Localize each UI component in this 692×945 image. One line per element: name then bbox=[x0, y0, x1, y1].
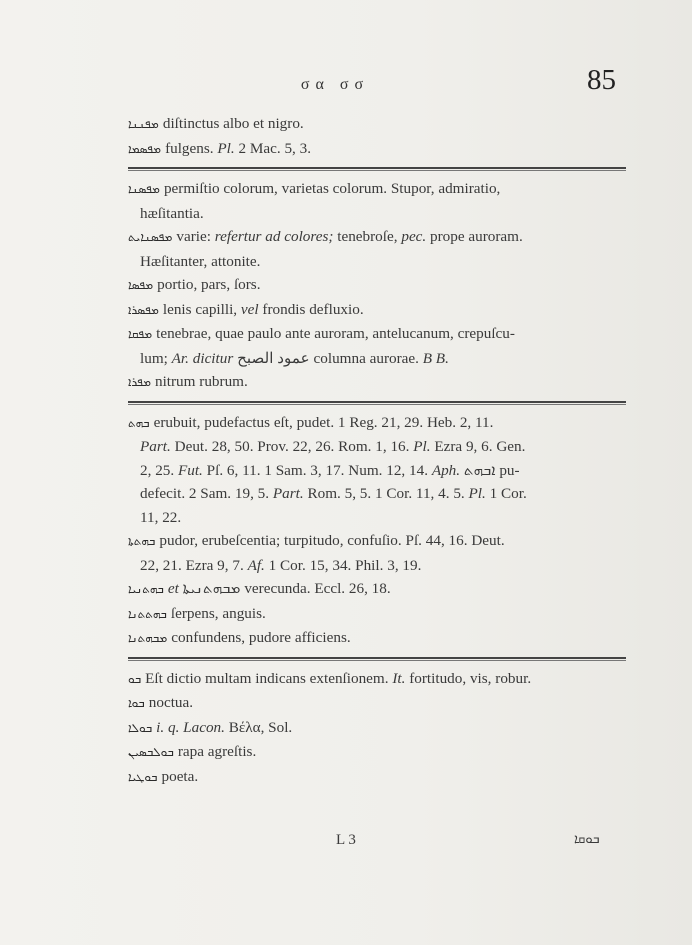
gloss-text: Deut. 28, 50. Prov. 22, 26. Rom. 1, 16. bbox=[170, 438, 414, 455]
syriac-headword: ܒܗܬ bbox=[128, 415, 150, 430]
dictionary-entry bbox=[128, 626, 626, 651]
gloss-text: 22, 21. Ezra 9, 7. bbox=[140, 556, 248, 574]
syriac-headword: ܡܦܢܢܐ bbox=[128, 117, 159, 131]
syriac-headword: ܒܗܬܬܐ bbox=[128, 534, 156, 548]
dictionary-entry bbox=[128, 112, 626, 137]
gloss-text: Ezra 9, 6. Gen. bbox=[430, 438, 526, 455]
gloss-text: lum; bbox=[140, 349, 172, 367]
gloss-text: fulgens. bbox=[165, 139, 218, 157]
gloss-text: 1 Cor. bbox=[485, 485, 527, 502]
dictionary-entry bbox=[128, 577, 626, 602]
page-number: 85 bbox=[587, 64, 616, 96]
gloss-text: 11, 22. bbox=[140, 508, 182, 526]
italic-text: Lacon. bbox=[183, 718, 225, 736]
syriac-headword: ܡܦܣܡܐ bbox=[128, 141, 162, 156]
gloss-text: diſtinctus albo et nigro. bbox=[162, 115, 304, 132]
dictionary-entry bbox=[128, 298, 626, 323]
entry-continuation bbox=[128, 202, 626, 226]
section-rule bbox=[128, 657, 626, 661]
gloss-text: prope auroram. bbox=[426, 228, 523, 245]
gloss-text: permiſtio colorum, varietas colorum. Stupor, admiratio, bbox=[163, 180, 501, 197]
dictionary-entry bbox=[128, 411, 626, 436]
gloss-text: ܡܒܗܬܢܝܬܐ verecunda. Eccl. 26, 18. bbox=[178, 580, 391, 597]
dictionary-entry bbox=[128, 370, 626, 395]
gloss-text: frondis defluxio. bbox=[258, 300, 364, 318]
syriac-headword: ܒܗܬܬܢܐ bbox=[128, 606, 167, 621]
italic-text: Fut. bbox=[177, 461, 203, 479]
syriac-headword: ܒܘܠܒܣܝܢ bbox=[128, 745, 174, 759]
gloss-text: pudor, erubeſcentia; turpitudo, confuſio. Pſ. 44, 16. Deut. bbox=[159, 532, 505, 549]
italic-text: Pl. bbox=[217, 139, 235, 157]
dictionary-entry bbox=[128, 716, 626, 741]
italic-text: pec. bbox=[401, 228, 427, 245]
italic-text: i. q. bbox=[156, 718, 180, 736]
gloss-text: 2 Mac. 5, 3. bbox=[234, 139, 312, 157]
gloss-text: عمود الصبح columna aurorae. bbox=[233, 349, 423, 367]
section-rule bbox=[128, 401, 626, 405]
italic-text: B B. bbox=[422, 349, 449, 367]
gloss-text: Rom. 5, 5. 1 Cor. 11, 4. 5. bbox=[303, 485, 469, 502]
dictionary-entry bbox=[128, 529, 626, 554]
catchword: ܒܘܩܐ bbox=[574, 832, 600, 847]
dictionary-entry bbox=[128, 765, 626, 790]
gloss-text: erubuit, pudefactus eſt, pudet. 1 Reg. 21, 29. Heb. 2, 11. bbox=[153, 413, 494, 431]
gloss-text: varie: bbox=[176, 228, 215, 245]
entry-continuation bbox=[128, 554, 626, 578]
syriac-headword: ܡܒܗܬܢܐ bbox=[128, 631, 168, 645]
dictionary-entry bbox=[128, 667, 626, 692]
gloss-text: lenis capilli, bbox=[162, 300, 241, 318]
dictionary-entry bbox=[128, 225, 626, 250]
italic-text: vel bbox=[240, 300, 259, 318]
gloss-text: Eſt dictio multam indicans extenſionem. bbox=[145, 669, 393, 687]
dictionary-entry bbox=[128, 740, 626, 765]
entry-continuation bbox=[128, 506, 626, 530]
italic-text: et bbox=[167, 580, 179, 597]
gloss-text: poeta. bbox=[161, 767, 199, 785]
gloss-text: confundens, pudore afficiens. bbox=[171, 629, 351, 646]
syriac-headword: ܡܦܩܐ bbox=[128, 327, 153, 341]
syriac-headword: ܒܘܐ bbox=[128, 696, 145, 710]
syriac-headword: ܡܦܣܪܐ bbox=[128, 302, 159, 317]
syriac-headword: ܡܦܣܢܐ bbox=[128, 182, 160, 196]
dictionary-entry bbox=[128, 691, 626, 716]
gloss-text: ſerpens, anguis. bbox=[170, 604, 266, 622]
italic-text: Pl. bbox=[413, 438, 431, 455]
entry-continuation bbox=[128, 347, 626, 371]
syriac-headword: ܡܦܪܐ bbox=[128, 375, 151, 389]
gloss-text: nitrum rubrum. bbox=[154, 373, 248, 390]
gloss-text: 1 Cor. 15, 34. Phil. 3, 19. bbox=[264, 556, 422, 574]
gloss-text: portio, pars, ſors. bbox=[157, 276, 261, 293]
section-rule bbox=[128, 167, 626, 171]
entry-continuation bbox=[128, 250, 626, 274]
italic-text: It. bbox=[392, 669, 406, 687]
gloss-text: ܐܒܗܬ pu- bbox=[460, 461, 520, 479]
dictionary-entry bbox=[128, 602, 626, 627]
gloss-text: fortitudo, vis, robur. bbox=[405, 669, 532, 687]
dictionary-entry bbox=[128, 177, 626, 202]
italic-text: Part. bbox=[140, 438, 171, 455]
syriac-headword: ܡܦܣܐ bbox=[128, 278, 154, 292]
italic-text: Part. bbox=[272, 485, 304, 502]
gloss-text: noctua. bbox=[148, 694, 194, 711]
dictionary-content bbox=[128, 112, 626, 789]
signature-mark: L 3 bbox=[336, 832, 356, 848]
italic-text: refertur ad colores; bbox=[214, 228, 334, 245]
italic-text: Aph. bbox=[431, 461, 461, 479]
syriac-headword: ܡܦܣܢܐܝܬ bbox=[128, 230, 173, 244]
gloss-text: Βέλα, Sol. bbox=[224, 718, 293, 736]
syriac-headword: ܒܗܬܢܝܐ bbox=[128, 582, 164, 596]
dictionary-entry bbox=[128, 273, 626, 298]
entry-continuation bbox=[128, 459, 626, 483]
gloss-text: 2, 25. bbox=[140, 461, 178, 479]
dictionary-entry bbox=[128, 322, 626, 347]
entry-continuation bbox=[128, 435, 626, 459]
gloss-text: Hæſitanter, attonite. bbox=[140, 252, 261, 270]
gloss-text: rapa agreſtis. bbox=[177, 743, 257, 760]
page-footer bbox=[0, 832, 692, 856]
syriac-headword: ܒܘܛܝܐ bbox=[128, 769, 158, 784]
entry-continuation bbox=[128, 482, 626, 506]
gloss-text: tenebroſe, bbox=[333, 228, 402, 245]
syriac-headword: ܒܘܠܐ bbox=[128, 720, 153, 735]
italic-text: Pl. bbox=[468, 485, 486, 502]
italic-text: Af. bbox=[247, 556, 265, 574]
gloss-text: tenebrae, quae paulo ante auroram, antelucanum, crepuſcu- bbox=[156, 325, 515, 342]
dictionary-entry bbox=[128, 137, 626, 162]
gloss-text: hæſitantia. bbox=[140, 204, 204, 222]
syriac-headword: ܒܘ bbox=[128, 671, 142, 686]
gloss-text: Pſ. 6, 11. 1 Sam. 3, 17. Num. 12, 14. bbox=[202, 461, 432, 479]
italic-text: Ar. dicitur bbox=[171, 349, 234, 367]
gloss-text: defecit. 2 Sam. 19, 5. bbox=[140, 485, 273, 502]
running-head: σα σσ bbox=[300, 76, 370, 93]
